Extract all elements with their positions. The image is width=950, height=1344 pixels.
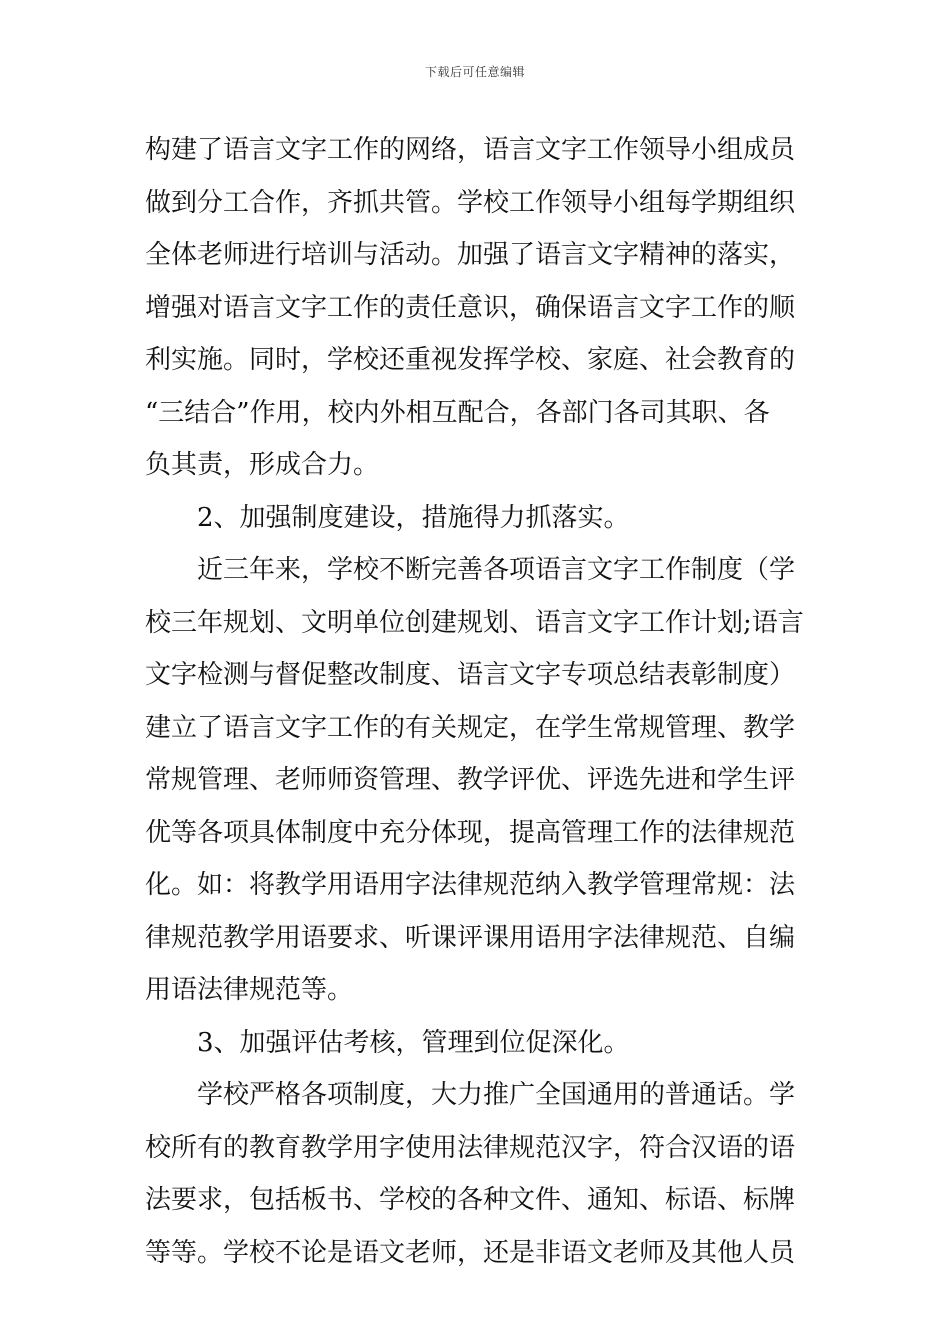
text-line: 校三年规划、文明单位创建规划、语言文字工作计划;语言 <box>145 607 804 638</box>
section-heading-3: 3、加强评估考核，管理到位促深化。 <box>197 1027 630 1058</box>
text-line: 全体老师进行培训与活动。加强了语言文字精神的落实， <box>145 240 796 270</box>
text-line: 建立了语言文字工作的有关规定，在学生常规管理、教学 <box>145 712 796 743</box>
text-line: 用语法律规范等。 <box>145 975 354 1005</box>
text-line: “三结合”作用，校内外相互配合，各部门各司其职、各 <box>145 397 770 428</box>
text-line: 常规管理、老师师资管理、教学评优、评选先进和学生评 <box>145 765 796 795</box>
paragraph-start: 近三年来，学校不断完善各项语言文字工作制度（学 <box>197 555 796 585</box>
text-line: 法要求，包括板书、学校的各种文件、通知、标语、标牌 <box>145 1185 796 1215</box>
text-line: 文字检测与督促整改制度、语言文字专项总结表彰制度） <box>145 660 796 690</box>
text-line: 等等。学校不论是语文老师，还是非语文老师及其他人员 <box>145 1237 796 1268</box>
text-line: 优等各项具体制度中充分体现，提高管理工作的法律规范 <box>145 817 796 848</box>
text-line: 做到分工合作，齐抓共管。学校工作领导小组每学期组织 <box>145 187 796 218</box>
document-body <box>145 124 810 1279</box>
paragraph-start: 学校严格各项制度，大力推广全国通用的普通话。学 <box>197 1080 796 1110</box>
text-line: 律规范教学用语要求、听课评课用语用字法律规范、自编 <box>145 922 796 953</box>
page-header-note: 下载后可任意编辑 <box>424 65 525 79</box>
text-line: 化。如：将教学用语用字法律规范纳入教学管理常规：法 <box>145 870 796 900</box>
text-line: 校所有的教育教学用字使用法律规范汉字，符合汉语的语 <box>145 1132 796 1163</box>
text-line: 构建了语言文字工作的网络，语言文字工作领导小组成员 <box>145 135 796 165</box>
text-line: 负其责，形成合力。 <box>145 450 380 480</box>
text-line: 增强对语言文字工作的责任意识，确保语言文字工作的顺 <box>145 292 796 323</box>
section-heading-2: 2、加强制度建设，措施得力抓落实。 <box>197 502 630 533</box>
text-line: 利实施。同时，学校还重视发挥学校、家庭、社会教育的 <box>145 345 796 375</box>
